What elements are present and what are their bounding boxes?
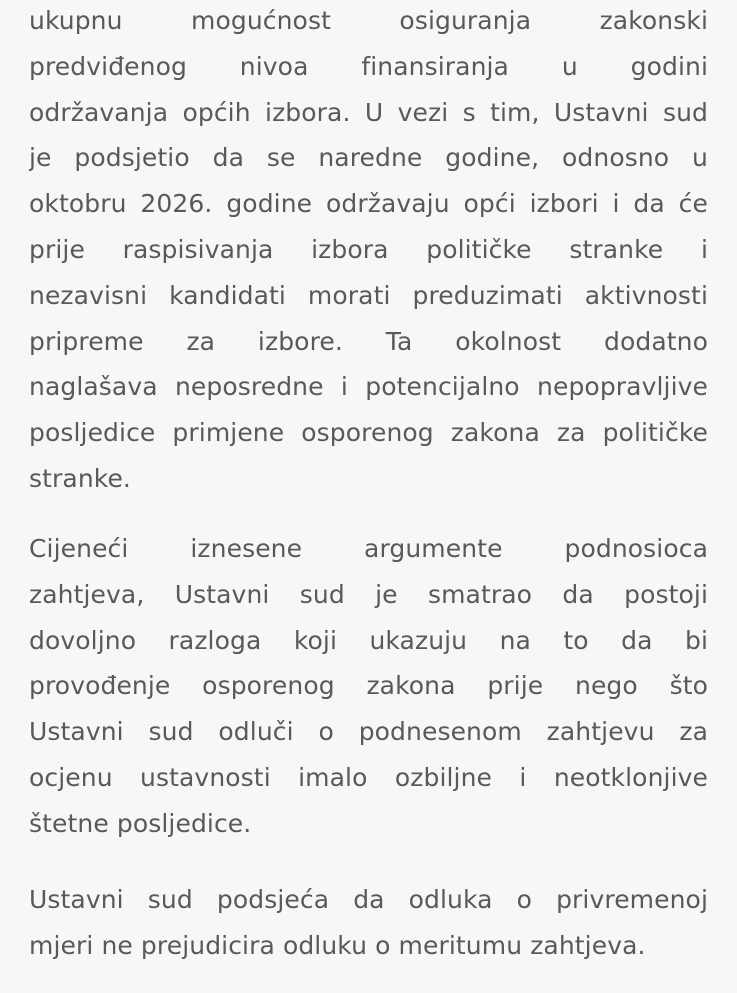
document-body [29, 0, 708, 960]
text-line: je podsjetio da se naredne godine, odnosno u [29, 143, 708, 173]
text-line: naglašava neposredne i potencijalno nepopravljive [29, 372, 708, 402]
paragraph-2 [29, 526, 708, 847]
text-line: mjeri ne prejudicira odluku o meritumu zahtjeva. [29, 930, 646, 960]
paragraph-3 [29, 877, 708, 969]
text-line: provođenje osporenog zakona prije nego što [29, 671, 708, 701]
text-line: stranke. [29, 463, 131, 493]
text-line: Ustavni sud podsjeća da odluka o privremenoj [29, 885, 708, 914]
text-line: održavanja općih izbora. U vezi s tim, Ustavni sud [29, 97, 708, 127]
text-line: predviđenog nivoa finansiranja u godini [29, 51, 708, 81]
text-line: zahtjeva, Ustavni sud je smatrao da postoji [29, 579, 708, 609]
paragraph-1 [29, 0, 708, 502]
text-line: štetne posljedice. [29, 808, 252, 838]
text-line: oktobru 2026. godine održavaju opći izbori i da će [29, 189, 708, 219]
text-line: posljedice primjene osporenog zakona za političke [29, 418, 708, 448]
text-line: Cijeneći iznesene argumente podnosioca [29, 534, 708, 563]
text-line: pripreme za izbore. Ta okolnost dodatno [29, 326, 708, 356]
text-line: dovoljno razloga koji ukazuju na to da bi [29, 625, 708, 655]
text-line: ukupnu mogućnost osiguranja zakonski [29, 6, 708, 35]
text-line: prije raspisivanja izbora političke stranke i [29, 234, 708, 264]
text-line: Ustavni sud odluči o podnesenom zahtjevu za [29, 717, 708, 747]
text-line: nezavisni kandidati morati preduzimati aktivnosti [29, 280, 708, 310]
text-line: ocjenu ustavnosti imalo ozbiljne i neotklonjive [29, 762, 708, 792]
